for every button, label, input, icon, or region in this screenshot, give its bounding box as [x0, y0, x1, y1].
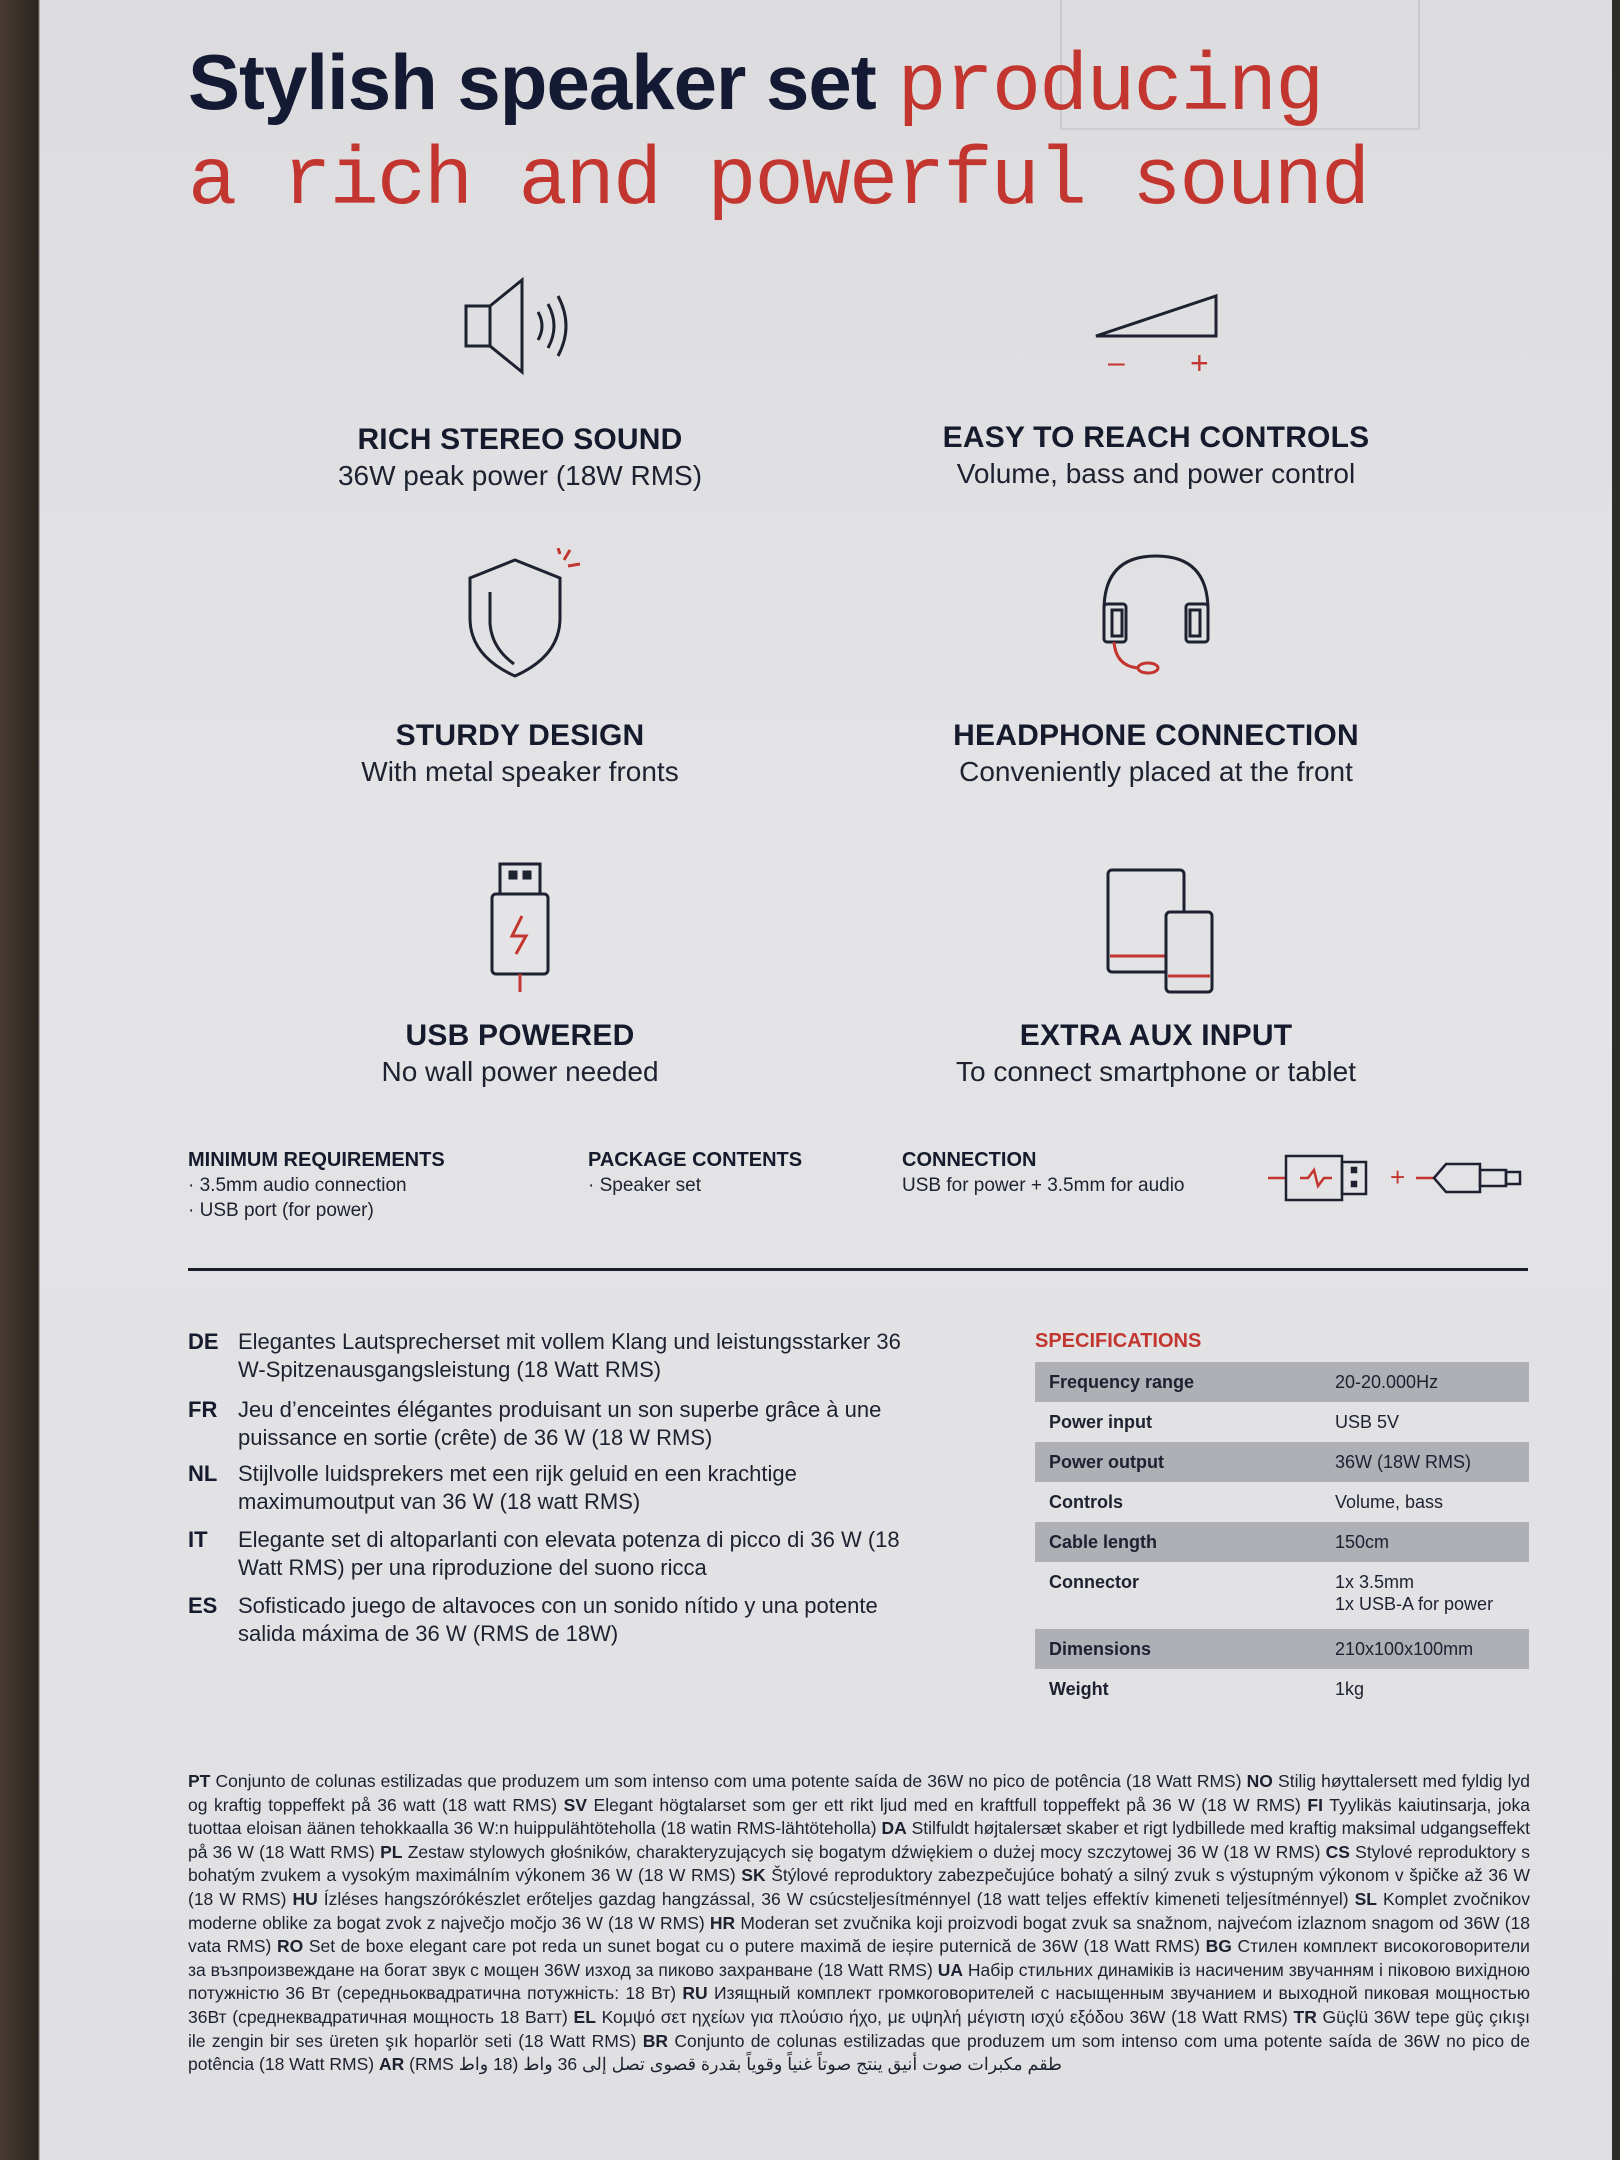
- section-divider: [188, 1268, 1528, 1271]
- feature-subtitle: To connect smartphone or tablet: [955, 1056, 1356, 1087]
- language-text: Elegante set di altoparlanti con elevata potenza di picco di 36 W (18 Watt RMS) per una riproduzione del suono ricca: [238, 1527, 900, 1580]
- feature-title: STURDY DESIGN: [395, 719, 645, 752]
- usb-plug-icon: [200, 858, 840, 996]
- language-code: NL: [188, 1461, 218, 1486]
- language-code: ES: [188, 1593, 218, 1618]
- spec-value: 150cm: [1335, 1532, 1390, 1552]
- ml-text: Elegant högtalarset som ger ett rikt ljud med en kraftfull toppeffekt på 36 W (18 W RMS): [593, 1794, 1301, 1815]
- speaker-icon: [200, 272, 840, 382]
- ml-text: Изящный комплект громкоговорителей с насыщенным звучанием и выходной пиковая мощностью 36Вт (среднеквадратичная мощность 18 Ватт): [188, 1983, 1530, 2027]
- spec-value: Volume, bass: [1335, 1492, 1444, 1512]
- language-code: IT: [188, 1527, 208, 1552]
- feature-title: RICH STEREO SOUND: [357, 423, 683, 456]
- specifications-table: [1035, 1362, 1529, 1709]
- spec-row: [1035, 1562, 1529, 1629]
- headline-red-1: producing: [897, 41, 1323, 134]
- spec-row: [1035, 1669, 1529, 1709]
- specifications-title: SPECIFICATIONS: [1035, 1330, 1202, 1352]
- ml-code: DA: [881, 1818, 907, 1839]
- feature-subtitle: No wall power needed: [381, 1056, 659, 1087]
- spec-label: Controls: [1049, 1492, 1123, 1512]
- spec-row: [1035, 1522, 1529, 1562]
- feature-sturdy-design: [200, 548, 840, 790]
- language-code: FR: [188, 1397, 218, 1422]
- language-it: [188, 1526, 908, 1582]
- headphone-icon: [836, 548, 1476, 678]
- language-es: [188, 1592, 908, 1648]
- ml-code: PT: [188, 1771, 211, 1791]
- ml-code: RU: [682, 1983, 708, 2004]
- tablet-phone-icon: [836, 864, 1476, 994]
- ml-code: UA: [937, 1959, 963, 1980]
- connection-diagram: [1266, 1148, 1526, 1213]
- feature-subtitle: With metal speaker fronts: [361, 756, 679, 787]
- ml-text: طقم مكبرات صوت أنيق ينتج صوتاً غنياً وقوياً بقدرة قصوى تصل إلى 36 واط (18 واط RMS): [409, 2054, 1062, 2075]
- spec-value: 20-20.000Hz: [1335, 1372, 1439, 1392]
- spec-label: Frequency range: [1049, 1372, 1195, 1392]
- ml-code: HU: [292, 1888, 318, 1909]
- language-text: Jeu d’enceintes élégantes produisant un son superbe grâce à une puissance en sortie (crête) de 36 W (18 W RMS): [238, 1397, 882, 1450]
- ml-code: TR: [1293, 2006, 1317, 2027]
- feature-title: USB POWERED: [405, 1019, 635, 1052]
- feature-subtitle: Volume, bass and power control: [956, 458, 1356, 489]
- language-text: Elegantes Lautsprecherset mit vollem Klang und leistungsstarker 36 W-Spitzenausgangsleistung (18 Watt RMS): [238, 1329, 901, 1382]
- ml-text: Tyylikäs kaiutinsarja, joka tuottaa eloisan äänen tehokkaalla 36 W:n huippulähtöteholla (18 watin RMS-lähtöteholla): [188, 1794, 1531, 1839]
- language-text: Sofisticado juego de altavoces con un sonido nítido y una potente salida máxima de 36 W (RMS de 18W): [238, 1593, 878, 1646]
- spec-label: Power input: [1049, 1412, 1152, 1432]
- ml-text: Stylové reproduktory s bohatým zvukem a vysokým maximálním výkonem 36 W (18 W RMS): [188, 1841, 1530, 1886]
- spec-label: Cable length: [1049, 1532, 1158, 1552]
- ml-code: RO: [276, 1936, 304, 1957]
- headline: [188, 38, 1508, 226]
- spec-row: [1035, 1629, 1529, 1669]
- connection-title: CONNECTION: [902, 1149, 1037, 1171]
- spec-label: Dimensions: [1049, 1639, 1152, 1659]
- ml-code: AR: [378, 2054, 405, 2075]
- ml-code: EL: [573, 2006, 596, 2027]
- ml-text: Набір стильних динаміків із насиченим звучанням і піковою вихідною потужністю 36 Вт (середньоквадратична потужність: 18 Вт): [188, 1959, 1530, 2004]
- language-text: Stijlvolle luidsprekers met een rijk geluid en een krachtige maximumoutput van 36 W (18 watt RMS): [238, 1461, 797, 1514]
- language-de: [188, 1328, 908, 1384]
- plus-label: +: [1190, 345, 1209, 380]
- ml-code: BG: [1205, 1936, 1232, 1957]
- spec-row: [1035, 1482, 1529, 1522]
- feature-title: EXTRA AUX INPUT: [1019, 1019, 1293, 1052]
- ml-text: Štýlové reproduktory zabezpečujúce bohatý a silný zvuk s výstupným výkonom v špičke až 36 W (18 W RMS): [188, 1865, 1530, 1909]
- ml-code: CS: [1325, 1841, 1350, 1862]
- feature-easy-controls: [836, 270, 1476, 492]
- connection-plus: +: [1390, 1162, 1406, 1192]
- feature-subtitle: 36W peak power (18W RMS): [337, 460, 703, 491]
- feature-usb-powered: [200, 858, 840, 1090]
- language-nl: [188, 1460, 908, 1516]
- package-item: · Speaker set: [588, 1175, 701, 1196]
- volume-ramp-icon: [836, 270, 1476, 380]
- requirement-item: · 3.5mm audio connection: [188, 1175, 407, 1196]
- feature-headphone-connection: [836, 548, 1476, 790]
- ml-code: FI: [1307, 1794, 1323, 1815]
- headline-dark: Stylish speaker set: [188, 38, 876, 126]
- minimum-requirements: [188, 1148, 445, 1223]
- spec-row: [1035, 1402, 1529, 1442]
- ml-text: Стилен комплект високоговорители за възпроизвеждане на богат звук с мощен 36W изход за пиково захранване (18 Watt RMS): [188, 1936, 1530, 1980]
- spec-value: 36W (18W RMS): [1335, 1452, 1472, 1472]
- connection: [902, 1148, 1185, 1198]
- ml-code: SK: [741, 1865, 766, 1886]
- headline-red-2: a rich and powerful sound: [188, 135, 1369, 228]
- ml-text: Conjunto de colunas estilizadas que produzem um som intenso com uma potente saída de 36W no pico de potência (18 Watt RMS): [215, 1771, 1242, 1791]
- requirement-item: · USB port (for power): [188, 1200, 374, 1221]
- language-code: DE: [188, 1329, 219, 1354]
- ml-code: BR: [642, 2030, 668, 2051]
- ml-code: SV: [563, 1794, 587, 1815]
- ml-text: Komplet zvočnikov moderne oblike za bogat zvok z največjo močjo 36 W (18 W RMS): [188, 1888, 1530, 1933]
- feature-subtitle: Conveniently placed at the front: [959, 756, 1353, 787]
- ml-text: Ízléses hangszórókészlet erőteljes gazdag hangzással, 36 W csúcsteljesítménnyel (18 watt teljes effektív kimeneti teljesítménnyel): [323, 1888, 1349, 1909]
- ml-text: Stilfuldt højtalersæt skaber et rigt lydbillede med kraftig maksimal udgangseffekt på 36 W (18 Watt RMS): [188, 1818, 1530, 1862]
- spec-row: [1035, 1442, 1529, 1482]
- language-fr: [188, 1396, 908, 1452]
- shield-icon: [200, 548, 840, 678]
- spec-label: Connector: [1049, 1572, 1139, 1592]
- ml-text: Κομψό σετ ηχείων για πλούσιο ήχο, με υψηλή μέγιστη ισχύ εξόδου 36W (18 Watt RMS): [601, 2006, 1288, 2027]
- spec-row: [1035, 1362, 1529, 1402]
- spec-value: USB 5V: [1335, 1412, 1400, 1432]
- ml-text: Moderan set zvučnika koji proizvodi bogat zvuk sa snažnom, najvećom izlaznom snagom od 36W (18 vata RMS): [188, 1912, 1530, 1957]
- spec-value: 1kg: [1335, 1679, 1365, 1699]
- minus-label: –: [1108, 346, 1125, 379]
- ml-text: Güçlü 36W tepe güç çıkışı ile zengin bir ses üreten şık hoparlör seti (18 Watt RMS): [188, 2006, 1530, 2051]
- package-title: PACKAGE CONTENTS: [588, 1149, 803, 1171]
- ml-text: Conjunto de colunas estilizadas que produzem um som intenso com uma potente saída de 36W no pico de potência (18 Watt RMS): [188, 2030, 1530, 2075]
- spec-value: 210x100x100mm: [1335, 1639, 1474, 1659]
- package-contents: [588, 1148, 802, 1198]
- ml-code: HR: [709, 1912, 736, 1933]
- feature-title: HEADPHONE CONNECTION: [953, 719, 1359, 752]
- spec-label: Power output: [1049, 1452, 1164, 1472]
- ml-text: Stilig høyttalersett med fyldig lyd og kraftig toppeffekt på 36 watt (18 watt RMS): [188, 1771, 1530, 1815]
- multilingual-paragraph: [188, 1770, 1530, 2077]
- requirements-title: MINIMUM REQUIREMENTS: [188, 1149, 445, 1171]
- ml-code: SL: [1354, 1888, 1377, 1909]
- spec-value: 1x 3.5mm 1x USB-A for power: [1335, 1572, 1494, 1614]
- connection-text: USB for power + 3.5mm for audio: [902, 1175, 1185, 1196]
- ml-text: Zestaw stylowych głośników, charakteryzujących się bogatym dźwiękiem o dużej mocy szczytowej 36 W (18 W RMS): [407, 1841, 1321, 1862]
- ml-code: PL: [380, 1841, 403, 1862]
- ml-code: NO: [1246, 1771, 1273, 1791]
- feature-title: EASY TO REACH CONTROLS: [942, 421, 1370, 454]
- ml-text: Set de boxe elegant care pot reda un sunet bogat cu o putere maximă de ieșire puternică de 36W (18 Watt RMS): [308, 1936, 1201, 1957]
- feature-extra-aux-input: [836, 864, 1476, 1090]
- spec-label: Weight: [1049, 1679, 1109, 1699]
- feature-rich-stereo-sound: [200, 272, 840, 494]
